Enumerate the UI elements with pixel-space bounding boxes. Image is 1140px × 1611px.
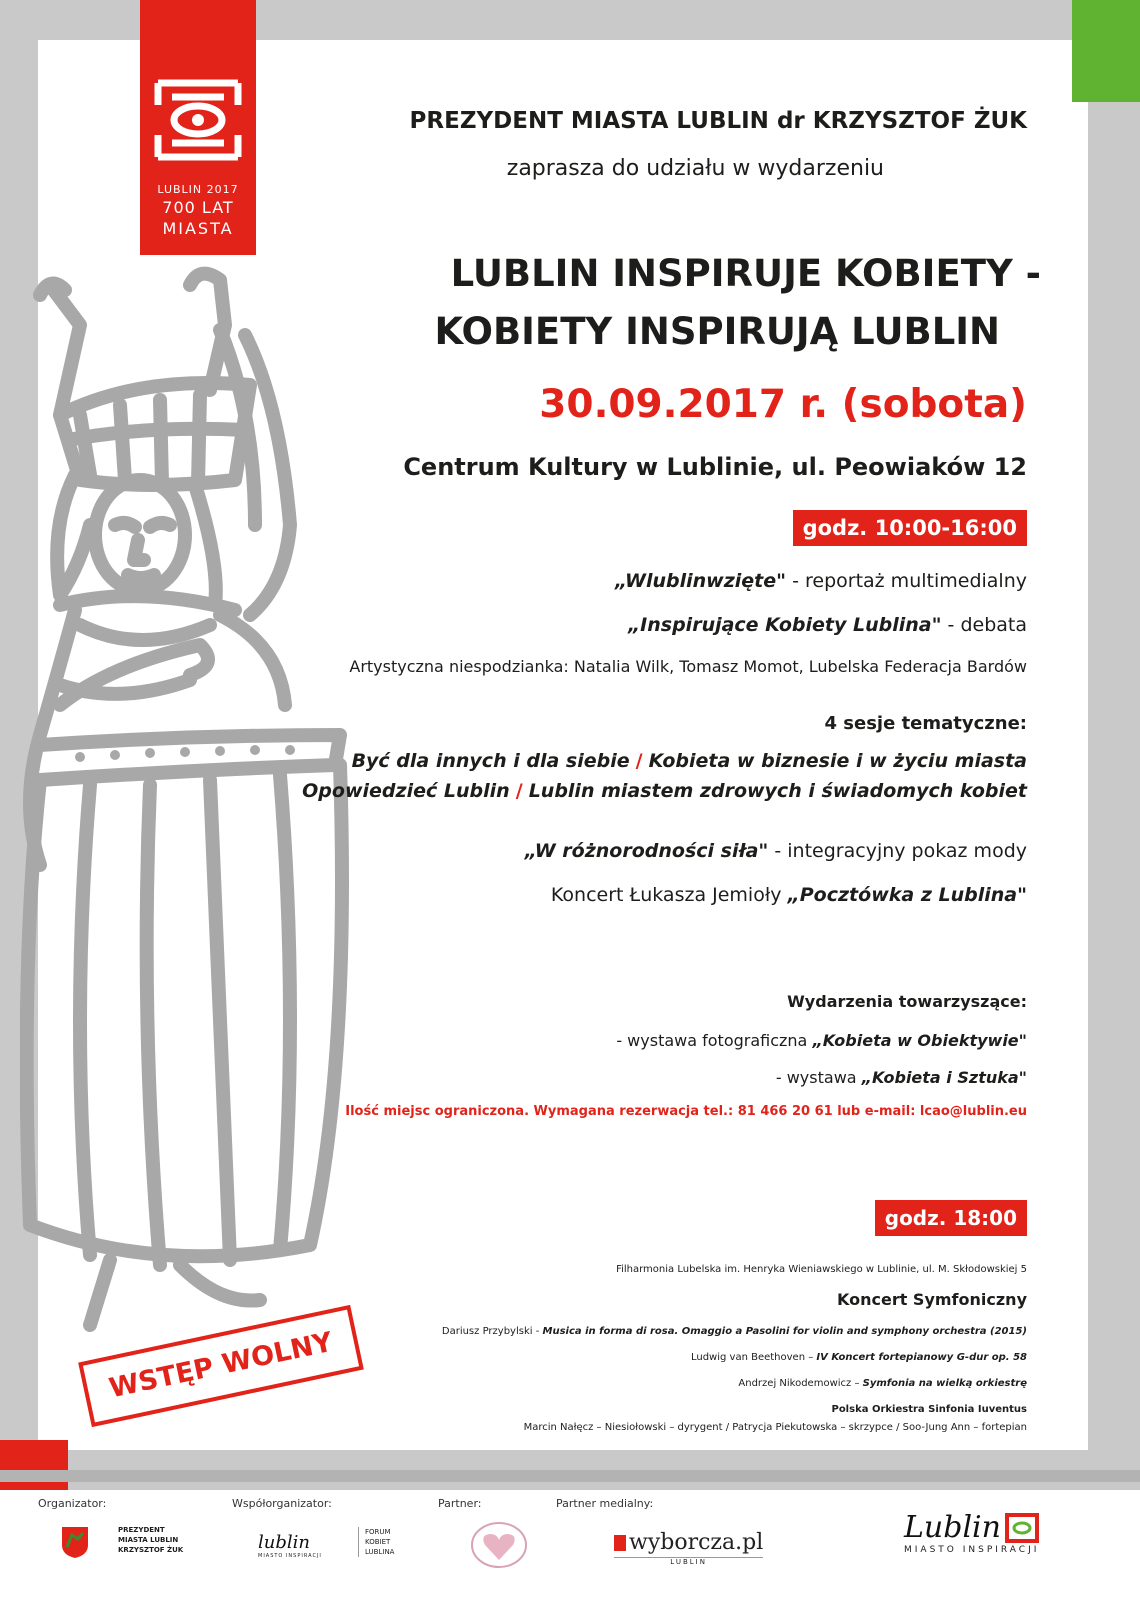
evening-hours-badge: godz. 18:00: [875, 1200, 1027, 1236]
lublin-city-logo: Lublin MIASTO INSPIRACJI: [904, 1510, 1040, 1555]
sessions-row2: [302, 780, 1027, 802]
session-3: Opowiedzieć Lublin: [302, 780, 510, 802]
orchestra-name: Polska Orkiestra Sinfonia Iuventus: [831, 1404, 1027, 1415]
lublin-emblem-icon: [1005, 1513, 1039, 1543]
work-3: Symfonia na wielką orkiestrę: [862, 1378, 1027, 1389]
partner-logo: [470, 1520, 528, 1574]
green-corner-accent: [1072, 0, 1140, 102]
side-events-header: Wydarzenia towarzyszące:: [787, 992, 1027, 1011]
organizer-name: PREZYDENT MIASTA LUBLIN KRZYSZTOF ŻUK: [118, 1526, 184, 1554]
artistic-surprise: Artystyczna niespodzianka: Natalia Wilk, Tomasz Momot, Lubelska Federacja Bardów: [349, 657, 1027, 676]
event-title-line1: LUBLIN INSPIRUJE KOBIETY -: [450, 252, 1041, 295]
exhibition-photo: [616, 1031, 1027, 1050]
exhibition-photo-prefix: - wystawa fotograficzna: [616, 1031, 813, 1050]
composer-2: Ludwig van Beethoven –: [690, 1352, 817, 1363]
coorganizer-lublin-logo: lublin MIASTO INSPIRACJI: [258, 1532, 322, 1559]
free-entry-stamp: WSTĘP WOLNY: [78, 1305, 364, 1427]
session-separator: /: [635, 750, 643, 772]
fashion-show: [525, 840, 1027, 862]
fashion-desc: - integracyjny pokaz mody: [768, 840, 1027, 862]
red-corner-accent: [0, 1440, 68, 1490]
performers: Marcin Nałęcz – Niesiołowski – dyrygent / Patrycja Piekutowska – skrzypce / Soo-Jung Ann – fortepian: [523, 1422, 1027, 1433]
presenter-line: PREZYDENT MIASTA LUBLIN dr KRZYSZTOF ŻUK: [409, 108, 1027, 134]
program-piece-2: [691, 1352, 1027, 1363]
debate-desc: - debata: [941, 614, 1027, 636]
day-hours-badge: godz. 10:00-16:00: [793, 510, 1027, 546]
fashion-title: „W różnorodności siła": [524, 840, 769, 862]
session-1: Być dla innych i dla siebie: [351, 750, 630, 772]
sessions-row1: [352, 750, 1027, 772]
concert-jemiola: [551, 884, 1027, 906]
organizer-logo: [60, 1525, 90, 1563]
lublin-emblem-icon: [154, 75, 242, 165]
invite-line: zaprasza do udziału w wydarzeniu: [506, 156, 884, 181]
woman-with-basket-illustration: [20, 265, 400, 1395]
reservation-note: Ilość miejsc ograniczona. Wymagana rezerwacja tel.: 81 466 20 61 lub e-mail: lcao@lublin.eu: [345, 1104, 1027, 1119]
exhibition-art-title: „Kobieta i Sztuka": [861, 1068, 1027, 1087]
organizer-label: Organizator:: [38, 1497, 107, 1510]
wyborcza-logo: wyborcza.pl LUBLIN: [614, 1530, 763, 1566]
debate-title: „Inspirujące Kobiety Lublina": [627, 614, 942, 636]
logo-miasta: MIASTA: [162, 219, 234, 238]
partner-label: Partner:: [438, 1497, 482, 1510]
sessions-header: 4 sesje tematyczne:: [824, 713, 1027, 734]
logo-year: LUBLIN 2017: [157, 183, 239, 196]
event-venue: Centrum Kultury w Lublinie, ul. Peowiaków 12: [403, 453, 1027, 481]
reportage-title: „Wlublinwzięte": [614, 570, 787, 592]
work-1: Musica in forma di rosa. Omaggio a Pasolini for violin and symphony orchestra (2015): [542, 1326, 1027, 1337]
partner-heart-icon: [470, 1520, 528, 1570]
session-4: Lublin miastem zdrowych i świadomych kobiet: [528, 780, 1027, 802]
work-2: IV Koncert fortepianowy G-dur op. 58: [816, 1352, 1027, 1363]
exhibition-art: [776, 1068, 1027, 1087]
composer-1: Dariusz Przybylski -: [441, 1326, 543, 1337]
wyborcza-red-square: [614, 1535, 626, 1551]
exhibition-photo-title: „Kobieta w Obiektywie": [812, 1031, 1027, 1050]
city-crest-icon: [60, 1525, 90, 1559]
coorganizer-label: Współorganizator:: [232, 1497, 332, 1510]
forum-kobiet-logo: FORUM KOBIET LUBLINA: [358, 1527, 394, 1557]
evening-venue: Filharmonia Lubelska im. Henryka Wieniawskiego w Lublinie, ul. M. Skłodowskiej 5: [616, 1264, 1027, 1275]
footer-divider: [0, 1470, 1140, 1482]
program-piece-3: [738, 1378, 1027, 1389]
session-2: Kobieta w biznesie i w życiu miasta: [648, 750, 1027, 772]
evening-concert-title: Koncert Symfoniczny: [836, 1290, 1027, 1309]
concert-title: „Pocztówka z Lublina": [787, 884, 1027, 906]
logo-700-years: 700 LAT: [162, 198, 234, 217]
composer-3: Andrzej Nikodemowicz –: [738, 1378, 863, 1389]
media-partner-label: Partner medialny:: [556, 1497, 654, 1510]
program-piece-1: [442, 1326, 1027, 1337]
program-item-debate: [628, 614, 1027, 636]
event-title-line2: KOBIETY INSPIRUJĄ LUBLIN: [434, 310, 1000, 353]
exhibition-art-prefix: - wystawa: [775, 1068, 862, 1087]
lublin-700-logo: [140, 0, 256, 255]
session-separator: /: [515, 780, 523, 802]
program-item-reportage: [615, 570, 1027, 592]
reportage-desc: - reportaż multimedialny: [786, 570, 1027, 592]
concert-prefix: Koncert Łukasza Jemioły: [550, 884, 788, 906]
event-date: 30.09.2017 r. (sobota): [539, 382, 1027, 427]
